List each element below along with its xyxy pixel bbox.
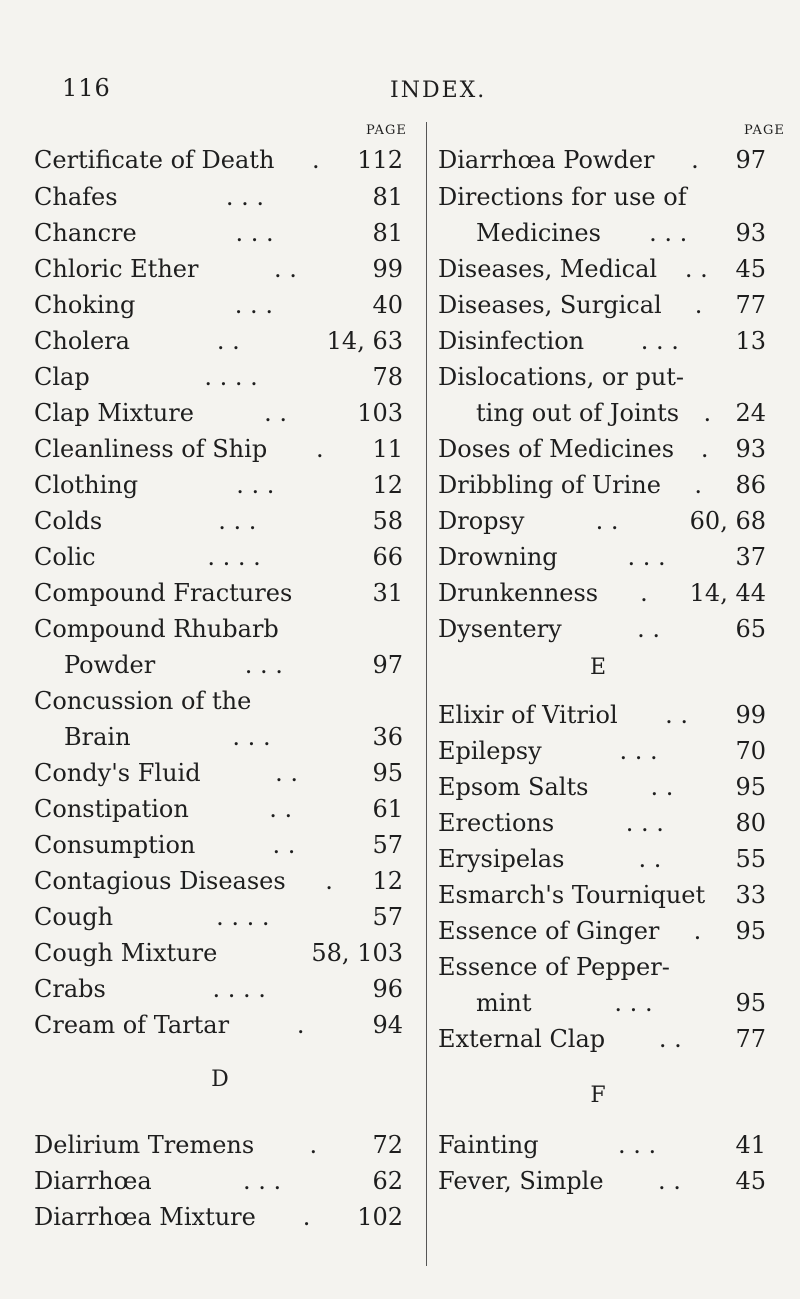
index-entry-leader: . . . . — [207, 543, 261, 571]
index-entry-pages: 55 — [735, 845, 766, 873]
index-entry-leader: . . . — [244, 651, 283, 679]
index-entry-pages: 81 — [372, 219, 403, 247]
index-entry-leader: . . — [272, 831, 296, 859]
index-entry-text: Elixir of Vitriol — [438, 701, 618, 729]
index-entry-leader: . . — [216, 327, 240, 355]
index-entry-leader: . . . — [627, 543, 666, 571]
index-entry-text: ting out of Joints — [476, 399, 680, 427]
index-entry-leader: . . . — [640, 327, 679, 355]
index-entry-text: Doses of Medicines — [438, 435, 675, 463]
index-entry-text: Dropsy — [438, 507, 525, 535]
index-entry-leader: . . . . — [216, 903, 270, 931]
index-entry-pages: 97 — [372, 651, 403, 679]
index-entry-pages: 99 — [372, 255, 403, 283]
index-entry-pages: 36 — [372, 723, 403, 751]
index-entry-leader: . — [311, 146, 320, 174]
index-entry-text: Erysipelas — [438, 845, 565, 873]
index-entry-text: Chloric Ether — [34, 255, 199, 283]
index-entry-pages: 13 — [735, 327, 766, 355]
page-column-label-left: PAGE — [366, 123, 407, 138]
index-entry-pages: 41 — [735, 1131, 766, 1159]
index-entry-text: mint — [476, 989, 532, 1017]
index-entry-leader: . . . — [225, 183, 265, 211]
index-entry-pages: 93 — [735, 435, 766, 463]
index-entry-pages: 31 — [372, 579, 403, 607]
index-entry-leader: . . . — [619, 737, 658, 765]
index-entry-pages: 58 — [372, 507, 403, 535]
index-entry-text: Dribbling of Urine — [438, 471, 661, 499]
index-entry-text: Diarrhœa — [34, 1167, 152, 1195]
index-entry-pages: 72 — [372, 1131, 403, 1159]
index-entry-pages: 37 — [735, 543, 766, 571]
index-entry-text: Chancre — [34, 219, 137, 247]
index-entry-text: Erections — [438, 809, 555, 837]
index-entry-leader: . — [640, 579, 648, 607]
index-entry-leader: . . . — [232, 723, 271, 751]
index-entry-text: Delirium Tremens — [34, 1131, 255, 1159]
index-entry-leader: . . . . — [204, 363, 258, 391]
index-entry-pages: 57 — [372, 831, 403, 859]
index-entry-leader: . . — [650, 773, 674, 801]
index-entry-text: Diarrhœa Powder — [438, 146, 655, 174]
index-entry-text: Epilepsy — [438, 737, 542, 765]
index-entry-pages: 14, 44 — [689, 579, 766, 607]
index-entry-pages: 62 — [372, 1167, 403, 1195]
page-column-label-right: PAGE — [744, 123, 785, 138]
index-entry-pages: 102 — [357, 1203, 403, 1231]
index-entry-text: Compound Fractures — [34, 579, 293, 607]
index-entry-text: Esmarch's Tourniquet — [438, 881, 706, 909]
index-entry-pages: 66 — [372, 543, 403, 571]
index-entry-pages: 95 — [735, 989, 766, 1017]
index-entry-pages: 97 — [735, 146, 766, 174]
index-entry-pages: 58, 103 — [311, 939, 403, 967]
index-entry-pages: 77 — [735, 1025, 766, 1053]
index-entry-text: Dislocations, or put- — [438, 363, 685, 391]
index-entry-leader: . . . — [242, 1167, 282, 1195]
index-entry-leader: . — [302, 1203, 311, 1231]
index-entry-pages: 60, 68 — [689, 507, 766, 535]
index-entry-text: Crabs — [34, 975, 106, 1003]
index-entry-pages: 33 — [735, 881, 766, 909]
index-entry-text: Choking — [34, 291, 136, 319]
index-entry-leader: . . — [658, 1025, 682, 1053]
section-letter: E — [589, 655, 607, 680]
index-entry-leader: . . — [684, 255, 708, 283]
index-entry-text: Concussion of the — [34, 687, 252, 715]
index-entry-leader: . — [694, 471, 702, 499]
index-entry-text: Essence of Pepper- — [438, 953, 670, 981]
index-entry-leader: . . . — [235, 219, 274, 247]
index-entry-leader: . — [316, 435, 324, 463]
index-entry-leader: . . — [275, 759, 298, 787]
index-entry-pages: 12 — [372, 867, 403, 895]
index-entry-leader: . — [325, 867, 333, 895]
index-entry-text: Powder — [64, 651, 156, 679]
index-entry-text: Cough — [34, 903, 114, 931]
index-entry-leader: . . . — [614, 989, 653, 1017]
index-entry-leader: . . . — [236, 471, 275, 499]
index-entry-text: Clap — [34, 363, 90, 391]
index-entry-leader: . . . — [649, 219, 688, 247]
index-entry-text: Contagious Diseases — [34, 867, 286, 895]
index-entry-pages: 61 — [372, 795, 403, 823]
index-entry-text: Fainting — [438, 1131, 539, 1159]
index-entry-text: Essence of Ginger — [438, 917, 660, 945]
index-entry-pages: 95 — [735, 773, 766, 801]
index-entry-text: Clothing — [34, 471, 139, 499]
index-entry-leader: . . — [595, 507, 619, 535]
page-number: 116 — [62, 74, 111, 102]
index-entry-leader: . . — [269, 795, 293, 823]
index-entry-pages: 78 — [372, 363, 403, 391]
index-entry-text: Drunkenness — [438, 579, 599, 607]
index-entry-leader: . — [700, 435, 709, 463]
index-entry-text: Condy's Fluid — [34, 759, 201, 787]
index-entry-text: Certificate of Death — [34, 146, 275, 174]
index-entry-leader: . . — [665, 701, 688, 729]
index-entry-pages: 77 — [735, 291, 766, 319]
index-entry-pages: 81 — [372, 183, 403, 211]
index-entry-pages: 86 — [735, 471, 766, 499]
index-entry-pages: 14, 63 — [326, 327, 403, 355]
index-entry-text: Diseases, Surgical — [438, 291, 662, 319]
index-entry-text: Compound Rhubarb — [34, 615, 279, 643]
index-entry-leader: . — [694, 291, 703, 319]
index-entry-leader: . — [309, 1131, 318, 1159]
index-entry-leader: . — [691, 146, 699, 174]
index-entry-pages: 24 — [735, 399, 766, 427]
index-entry-pages: 70 — [735, 737, 766, 765]
index-entry-pages: 45 — [735, 255, 766, 283]
index-entry-pages: 11 — [372, 435, 403, 463]
index-entry-pages: 12 — [372, 471, 403, 499]
index-entry-text: Colic — [34, 543, 96, 571]
index-entry-text: Directions for use of — [438, 183, 687, 211]
index-entry-leader: . — [693, 917, 702, 945]
index-entry-pages: 112 — [357, 146, 403, 174]
index-entry-text: Disinfection — [438, 327, 585, 355]
index-entry-pages: 40 — [372, 291, 403, 319]
index-entry-text: Epsom Salts — [438, 773, 589, 801]
index-entry-text: Cough Mixture — [34, 939, 218, 967]
index-entry-pages: 94 — [372, 1011, 403, 1039]
index-entry-text: Brain — [64, 723, 131, 751]
index-entry-leader: . . . — [625, 809, 664, 837]
index-entry-leader: . . . — [234, 291, 273, 319]
index-entry-leader: . . . — [617, 1131, 657, 1159]
index-entry-leader: . . — [658, 1167, 681, 1195]
section-letter: D — [211, 1067, 229, 1092]
index-entry-text: Drowning — [438, 543, 558, 571]
index-entry-pages: 96 — [372, 975, 403, 1003]
index-entry-pages: 93 — [735, 219, 766, 247]
index-entry-text: External Clap — [438, 1025, 606, 1053]
index-entry-text: Clap Mixture — [34, 399, 194, 427]
index-entry-text: Fever, Simple — [438, 1167, 604, 1195]
index-entry-pages: 57 — [372, 903, 403, 931]
index-entry-text: Colds — [34, 507, 103, 535]
index-entry-leader: . . — [274, 255, 297, 283]
index-entry-leader: . . — [637, 615, 660, 643]
index-entry-leader: . — [296, 1011, 305, 1039]
index-entry-text: Diseases, Medical — [438, 255, 658, 283]
index-entry-leader: . . — [264, 399, 287, 427]
index-entry-text: Dysentery — [438, 615, 562, 643]
index-entry-leader: . — [703, 399, 712, 427]
section-letter: F — [590, 1083, 606, 1108]
index-entry-text: Cholera — [34, 327, 130, 355]
index-entry-text: Diarrhœa Mixture — [34, 1203, 256, 1231]
running-title: INDEX. — [390, 78, 487, 103]
index-entry-pages: 80 — [735, 809, 766, 837]
index-entry-pages: 95 — [735, 917, 766, 945]
index-entry-text: Constipation — [34, 795, 189, 823]
index-entry-text: Consumption — [34, 831, 196, 859]
index-entry-pages: 65 — [735, 615, 766, 643]
index-entry-pages: 103 — [357, 399, 403, 427]
index-entry-leader: . . . — [218, 507, 257, 535]
index-entry-text: Chafes — [34, 183, 118, 211]
index-entry-leader: . . . . — [212, 975, 266, 1003]
index-entry-text: Cleanliness of Ship — [34, 435, 268, 463]
index-entry-text: Cream of Tartar — [34, 1011, 230, 1039]
index-entry-pages: 99 — [735, 701, 766, 729]
index-entry-pages: 45 — [735, 1167, 766, 1195]
column-divider — [426, 122, 427, 1266]
index-entry-leader: . . — [638, 845, 662, 873]
index-entry-pages: 95 — [372, 759, 403, 787]
index-entry-text: Medicines — [476, 219, 601, 247]
